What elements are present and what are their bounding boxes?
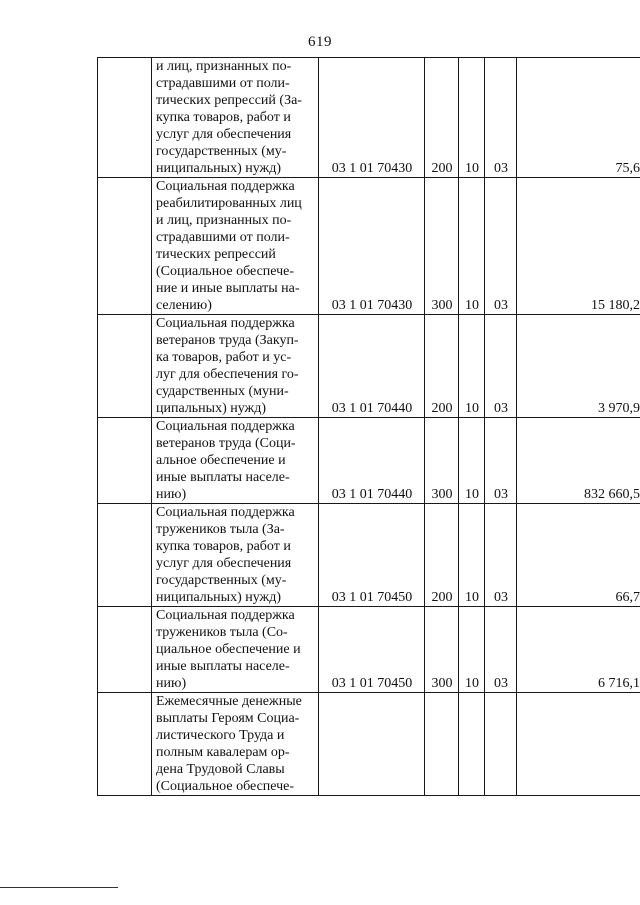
row-name-line: сударственных (муни- [156,384,289,399]
row-section: 10 [459,504,485,607]
row-name-line: страдавшими от поли- [156,230,290,245]
row-name-cell [152,693,319,796]
row-section [459,693,485,796]
row-name-line: купка товаров, работ и [156,110,291,125]
row-name-line: ниципальных) нужд) [156,590,281,605]
row-name-line: альное обеспечение и [156,453,286,468]
row-amount: 6 716,1 [517,607,640,693]
row-name-line: ние и иные выплаты на- [156,281,300,296]
row-expense-type: 200 [425,504,459,607]
row-section: 10 [459,178,485,315]
row-name-line: купка товаров, работ и [156,539,291,554]
row-expense-type [425,693,459,796]
row-amount [517,693,640,796]
row-name-cell [152,58,319,178]
row-section: 10 [459,58,485,178]
row-name-line: полным кавалерам ор- [156,745,290,760]
row-name-cell [152,418,319,504]
row-name-line: дена Трудовой Славы [156,762,285,777]
row-subsection: 03 [485,607,517,693]
table-row [98,504,640,607]
row-name-cell [152,178,319,315]
row-name-line: государственных (му- [156,144,287,159]
row-name-line: (Социальное обеспече- [156,264,295,279]
row-name-line: услуг для обеспечения [156,556,292,571]
row-blank-cell [98,58,152,178]
row-expense-type: 200 [425,315,459,418]
budget-table [97,57,640,796]
row-name-line: государственных (му- [156,573,287,588]
row-expense-type: 300 [425,418,459,504]
row-name-line: нию) [156,676,187,691]
row-blank-cell [98,315,152,418]
row-name-line: ниципальных) нужд) [156,161,281,176]
row-subsection: 03 [485,178,517,315]
row-target-code [319,693,425,796]
row-expense-type: 200 [425,58,459,178]
row-subsection: 03 [485,504,517,607]
row-blank-cell [98,607,152,693]
row-amount: 832 660,5 [517,418,640,504]
row-name-line: Социальная поддержка [156,179,295,194]
row-amount: 75,6 [517,58,640,178]
row-section: 10 [459,315,485,418]
row-section: 10 [459,418,485,504]
row-amount: 15 180,2 [517,178,640,315]
row-blank-cell [98,504,152,607]
page-number: 619 [308,34,332,50]
row-expense-type: 300 [425,607,459,693]
row-section: 10 [459,607,485,693]
row-name-line: выплаты Героям Социа- [156,711,300,726]
row-name-line: (Социальное обеспече- [156,779,295,794]
row-name-line: иные выплаты населе- [156,659,290,674]
row-target-code: 03 1 01 70450 [319,504,425,607]
table-row [98,418,640,504]
row-amount: 3 970,9 [517,315,640,418]
row-target-code: 03 1 01 70430 [319,58,425,178]
row-subsection: 03 [485,58,517,178]
row-name-line: тружеников тыла (За- [156,522,285,537]
row-name-line: и лиц, признанных по- [156,59,292,74]
row-subsection [485,693,517,796]
row-name-line: Социальная поддержка [156,419,295,434]
row-name-line: Ежемесячные денежные [156,694,302,709]
row-subsection: 03 [485,315,517,418]
row-name-line: Социальная поддержка [156,316,295,331]
row-name-line: тических репрессий (За- [156,93,302,108]
row-subsection: 03 [485,418,517,504]
row-name-line: селению) [156,298,212,313]
table-row [98,607,640,693]
row-name-cell [152,315,319,418]
row-name-line: луг для обеспечения го- [156,367,299,382]
row-name-line: листического Труда и [156,728,285,743]
row-blank-cell [98,178,152,315]
row-target-code: 03 1 01 70430 [319,178,425,315]
row-blank-cell [98,693,152,796]
row-name-line: ветеранов труда (Соци- [156,436,296,451]
row-target-code: 03 1 01 70450 [319,607,425,693]
row-name-line: ципальных) нужд) [156,401,267,416]
row-name-line: Социальная поддержка [156,608,295,623]
row-name-cell [152,607,319,693]
table-row [98,693,640,796]
table-row [98,178,640,315]
row-name-cell [152,504,319,607]
row-name-line: тружеников тыла (Со- [156,625,288,640]
row-name-line: нию) [156,487,187,502]
table-row [98,315,640,418]
row-amount: 66,7 [517,504,640,607]
row-name-line: тических репрессий [156,247,276,262]
row-name-line: страдавшими от поли- [156,76,290,91]
row-name-line: ка товаров, работ и ус- [156,350,292,365]
row-expense-type: 300 [425,178,459,315]
row-name-line: услуг для обеспечения [156,127,292,142]
row-name-line: Социальная поддержка [156,505,295,520]
row-name-line: и лиц, признанных по- [156,213,292,228]
row-target-code: 03 1 01 70440 [319,315,425,418]
row-blank-cell [98,418,152,504]
table-body [98,58,640,796]
footer-rule [0,887,118,888]
row-name-line: ветеранов труда (Закуп- [156,333,299,348]
row-name-line: реабилитированных лиц [156,196,302,211]
row-target-code: 03 1 01 70440 [319,418,425,504]
row-name-line: иные выплаты населе- [156,470,290,485]
row-name-line: циальное обеспечение и [156,642,301,657]
table-row [98,58,640,178]
